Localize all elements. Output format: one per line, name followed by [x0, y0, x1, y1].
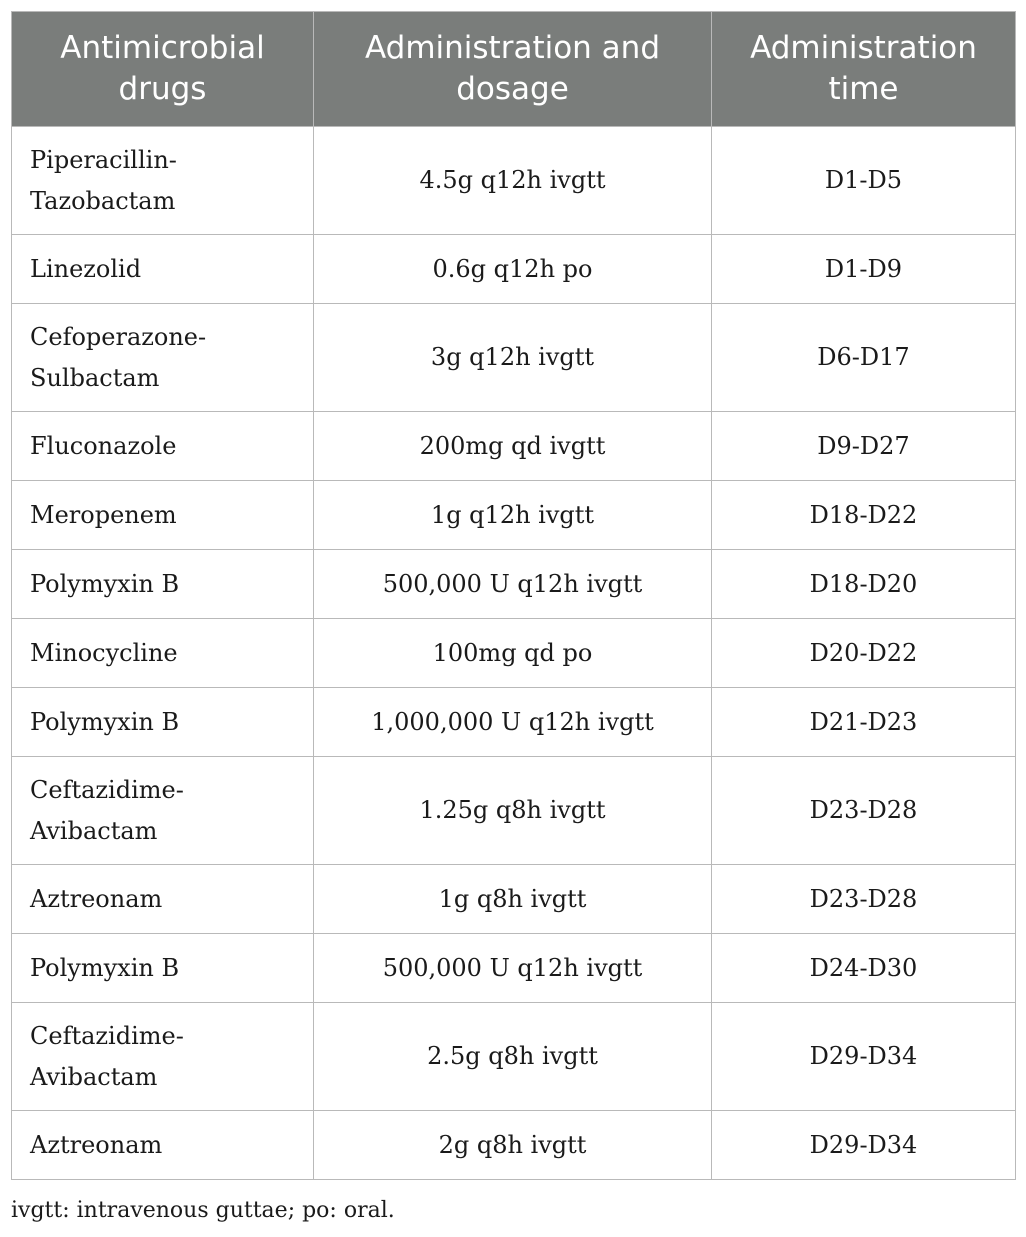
header-administration-time: Administration time — [712, 12, 1016, 127]
time-cell: D9-D27 — [712, 412, 1016, 481]
dose-cell: 2g q8h ivgtt — [314, 1111, 712, 1180]
dose-cell: 200mg qd ivgtt — [314, 412, 712, 481]
time-cell: D23-D28 — [712, 757, 1016, 865]
table-row — [12, 619, 1016, 688]
table-body — [12, 127, 1016, 1180]
dose-cell: 1g q8h ivgtt — [314, 865, 712, 934]
table-row — [12, 1111, 1016, 1180]
drug-cell: Polymyxin B — [12, 688, 314, 757]
table-row — [12, 481, 1016, 550]
dose-cell: 500,000 U q12h ivgtt — [314, 550, 712, 619]
drug-cell: Meropenem — [12, 481, 314, 550]
time-cell: D18-D22 — [712, 481, 1016, 550]
time-cell: D1-D9 — [712, 235, 1016, 304]
drug-cell: Polymyxin B — [12, 550, 314, 619]
table-row — [12, 412, 1016, 481]
drug-cell: Ceftazidime-Avibactam — [12, 1003, 314, 1111]
time-cell: D1-D5 — [712, 127, 1016, 235]
dose-cell: 100mg qd po — [314, 619, 712, 688]
table-row — [12, 304, 1016, 412]
table-row — [12, 550, 1016, 619]
drug-cell: Ceftazidime-Avibactam — [12, 757, 314, 865]
antimicrobial-table — [11, 11, 1016, 1180]
time-cell: D21-D23 — [712, 688, 1016, 757]
drug-cell: Linezolid — [12, 235, 314, 304]
drug-cell: Aztreonam — [12, 1111, 314, 1180]
table-row — [12, 934, 1016, 1003]
drug-cell: Polymyxin B — [12, 934, 314, 1003]
dose-cell: 500,000 U q12h ivgtt — [314, 934, 712, 1003]
header-antimicrobial-drugs: Antimicrobial drugs — [12, 12, 314, 127]
table-row — [12, 688, 1016, 757]
header-administration-dosage: Administration and dosage — [314, 12, 712, 127]
time-cell: D6-D17 — [712, 304, 1016, 412]
table-row — [12, 865, 1016, 934]
table-row — [12, 235, 1016, 304]
drug-cell: Cefoperazone-Sulbactam — [12, 304, 314, 412]
dose-cell: 3g q12h ivgtt — [314, 304, 712, 412]
header-row — [12, 12, 1016, 127]
dose-cell: 4.5g q12h ivgtt — [314, 127, 712, 235]
table-row — [12, 127, 1016, 235]
time-cell: D23-D28 — [712, 865, 1016, 934]
drug-cell: Aztreonam — [12, 865, 314, 934]
time-cell: D20-D22 — [712, 619, 1016, 688]
table-row — [12, 757, 1016, 865]
dose-cell: 1.25g q8h ivgtt — [314, 757, 712, 865]
drug-cell: Fluconazole — [12, 412, 314, 481]
dose-cell: 1g q12h ivgtt — [314, 481, 712, 550]
dose-cell: 2.5g q8h ivgtt — [314, 1003, 712, 1111]
table-footnote: ivgtt: intravenous guttae; po: oral. — [11, 1198, 395, 1223]
dose-cell: 0.6g q12h po — [314, 235, 712, 304]
table-header — [12, 12, 1016, 127]
drug-cell: Piperacillin-Tazobactam — [12, 127, 314, 235]
time-cell: D24-D30 — [712, 934, 1016, 1003]
table-row — [12, 1003, 1016, 1111]
dose-cell: 1,000,000 U q12h ivgtt — [314, 688, 712, 757]
drug-cell: Minocycline — [12, 619, 314, 688]
antimicrobial-table-container — [11, 11, 1015, 1180]
time-cell: D18-D20 — [712, 550, 1016, 619]
time-cell: D29-D34 — [712, 1111, 1016, 1180]
time-cell: D29-D34 — [712, 1003, 1016, 1111]
